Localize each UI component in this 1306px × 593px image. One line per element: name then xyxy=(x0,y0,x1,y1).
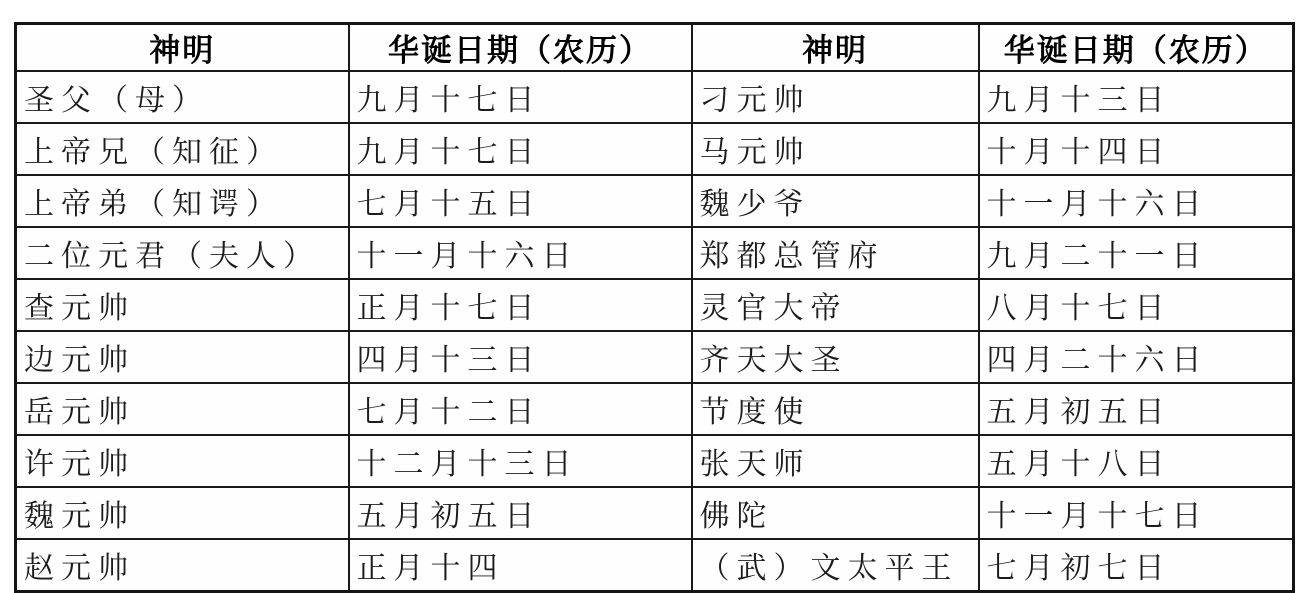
deity-name-cell: 张天师 xyxy=(692,435,979,487)
table-row xyxy=(16,123,1294,175)
deity-name-cell: 佛陀 xyxy=(692,487,979,539)
birthday-cell: 十一月十七日 xyxy=(979,487,1294,539)
deity-name-cell: 郑都总管府 xyxy=(692,227,979,279)
table-body xyxy=(16,71,1294,592)
birthday-cell: 正月十四 xyxy=(349,539,692,592)
deity-name-cell: 刁元帅 xyxy=(692,71,979,123)
deity-name-cell: 边元帅 xyxy=(16,331,349,383)
deity-name-cell: 查元帅 xyxy=(16,279,349,331)
deity-name-cell: 节度使 xyxy=(692,383,979,435)
birthday-cell: 五月初五日 xyxy=(979,383,1294,435)
table-row xyxy=(16,175,1294,227)
deity-name-cell: 上帝兄（知征） xyxy=(16,123,349,175)
birthday-cell: 五月十八日 xyxy=(979,435,1294,487)
birthday-cell: 四月二十六日 xyxy=(979,331,1294,383)
birthday-cell: 九月十七日 xyxy=(349,71,692,123)
birthday-cell: 九月十七日 xyxy=(349,123,692,175)
table-row xyxy=(16,435,1294,487)
table-row xyxy=(16,487,1294,539)
deity-name-cell: 上帝弟（知谔） xyxy=(16,175,349,227)
birthday-cell: 九月十三日 xyxy=(979,71,1294,123)
deity-name-cell: 岳元帅 xyxy=(16,383,349,435)
deity-name-cell: 齐天大圣 xyxy=(692,331,979,383)
deity-name-cell: 魏少爷 xyxy=(692,175,979,227)
birthday-cell: 五月初五日 xyxy=(349,487,692,539)
deity-name-cell: 许元帅 xyxy=(16,435,349,487)
birthday-cell: 八月十七日 xyxy=(979,279,1294,331)
birthday-cell: 七月十二日 xyxy=(349,383,692,435)
deity-name-cell: 圣父（母） xyxy=(16,71,349,123)
table-row xyxy=(16,227,1294,279)
deity-name-cell: 二位元君（夫人） xyxy=(16,227,349,279)
birthday-cell: 四月十三日 xyxy=(349,331,692,383)
deity-name-cell: 赵元帅 xyxy=(16,539,349,592)
birthday-cell: 正月十七日 xyxy=(349,279,692,331)
deity-name-cell: 魏元帅 xyxy=(16,487,349,539)
birthday-cell: 十一月十六日 xyxy=(979,175,1294,227)
col-header-deity-left: 神明 xyxy=(16,24,349,72)
birthday-cell: 十一月十六日 xyxy=(349,227,692,279)
col-header-deity-right: 神明 xyxy=(692,24,979,72)
birthday-cell: 九月二十一日 xyxy=(979,227,1294,279)
table-header xyxy=(16,24,1294,72)
table-row xyxy=(16,383,1294,435)
birthday-cell: 七月初七日 xyxy=(979,539,1294,592)
deity-name-cell: 马元帅 xyxy=(692,123,979,175)
table-row xyxy=(16,331,1294,383)
deity-name-cell: 灵官大帝 xyxy=(692,279,979,331)
birthday-cell: 十二月十三日 xyxy=(349,435,692,487)
table-row xyxy=(16,279,1294,331)
birthday-cell: 十月十四日 xyxy=(979,123,1294,175)
birthday-cell: 七月十五日 xyxy=(349,175,692,227)
col-header-birthday-left: 华诞日期（农历） xyxy=(349,24,692,72)
col-header-birthday-right: 华诞日期（农历） xyxy=(979,24,1294,72)
deity-name-cell: （武）文太平王 xyxy=(692,539,979,592)
header-row xyxy=(16,24,1294,72)
table-row xyxy=(16,539,1294,592)
table-row xyxy=(16,71,1294,123)
deity-birthday-table xyxy=(14,22,1295,593)
